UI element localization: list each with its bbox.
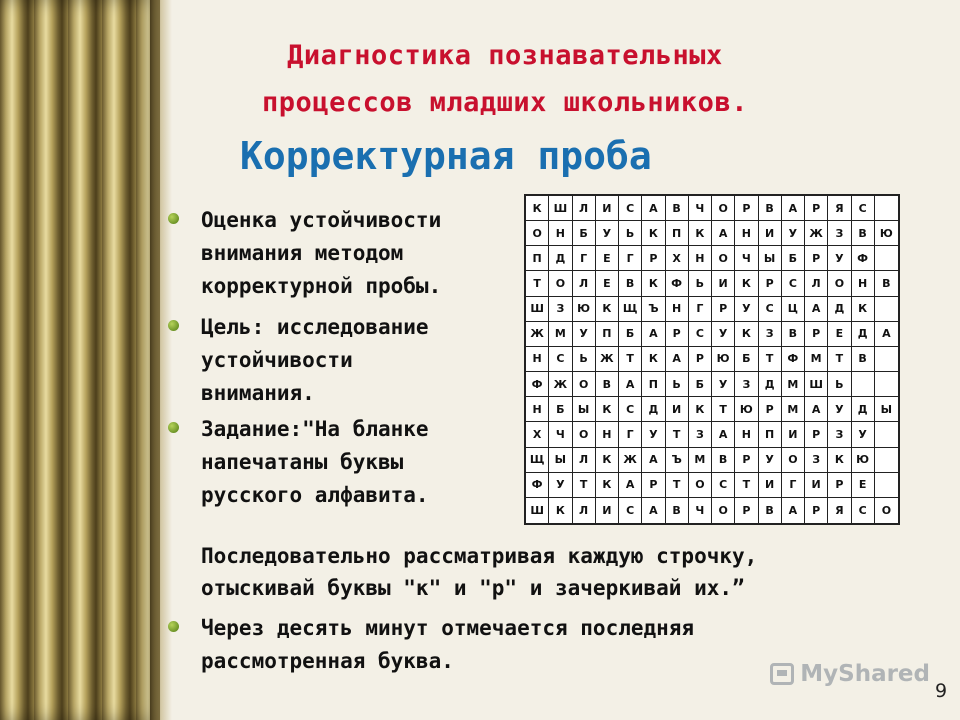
page-number: 9 [935, 680, 948, 702]
grid-cell [875, 297, 898, 322]
grid-cell: Р [805, 196, 828, 221]
grid-cell: З [689, 422, 712, 447]
grid-cell: С [619, 498, 642, 523]
grid-cell: Р [805, 246, 828, 271]
grid-cell [875, 246, 898, 271]
grid-cell: Ъ [642, 297, 665, 322]
grid-cell: Ж [619, 448, 642, 473]
bullet-text: Оценка устойчивости внимания методом корректурной пробы. [201, 208, 442, 298]
grid-cell: Н [735, 422, 758, 447]
grid-cell: А [642, 196, 665, 221]
grid-cell: А [712, 221, 735, 246]
grid-cell: Л [573, 271, 596, 296]
grid-cell: Ш [526, 297, 549, 322]
grid-cell: О [881, 503, 892, 517]
grid-cell: Н [852, 271, 875, 296]
grid-cell: З [805, 448, 828, 473]
grid-cell: Б [735, 347, 758, 372]
grid-cell [875, 372, 898, 397]
grid-cell: К [828, 448, 851, 473]
bullet-dot-icon [168, 213, 179, 224]
grid-cell: Н [526, 397, 549, 422]
grid-cell: З [828, 221, 851, 246]
grid-cell: Ч [735, 246, 758, 271]
grid-cell: Ю [875, 221, 898, 246]
grid-cell: У [852, 422, 875, 447]
grid-cell: К [689, 397, 712, 422]
grid-cell: Д [852, 322, 875, 347]
grid-cell: У [549, 473, 572, 498]
grid-cell: У [735, 297, 758, 322]
grid-cell: К [735, 271, 758, 296]
grid-cell: Г [619, 246, 642, 271]
grid-cell: М [805, 347, 828, 372]
grid-cell: И [805, 473, 828, 498]
grid-cell: И [596, 498, 619, 523]
grid-cell: К [549, 498, 572, 523]
grid-cell: Ц [782, 297, 805, 322]
grid-cell: В [666, 498, 689, 523]
grid-cell: О [689, 473, 712, 498]
watermark-logo [770, 656, 930, 692]
grid-cell: Ш [549, 196, 572, 221]
grid-cell: Р [642, 246, 665, 271]
bullet-text: Цель: исследование устойчивости внимания. [201, 315, 429, 405]
grid-cell: Ю [712, 347, 735, 372]
grid-cell [875, 448, 898, 473]
grid-cell: А [642, 498, 665, 523]
grid-cell: А [666, 347, 689, 372]
grid-cell: И [759, 473, 782, 498]
grid-cell: Ю [573, 297, 596, 322]
grid-cell: Т [666, 473, 689, 498]
grid-cell: В [619, 271, 642, 296]
grid-cell: Н [689, 246, 712, 271]
grid-cell: У [712, 372, 735, 397]
grid-cell: М [782, 372, 805, 397]
grid-cell: Ф [852, 246, 875, 271]
grid-cell: Р [828, 473, 851, 498]
grid-cell: З [549, 297, 572, 322]
grid-cell: У [828, 397, 851, 422]
grid-cell: Н [735, 221, 758, 246]
grid-cell: Ы [573, 397, 596, 422]
grid-cell: Ш [526, 498, 549, 523]
grid-cell: А [619, 473, 642, 498]
grid-cell: И [759, 221, 782, 246]
bullet-dot-icon [168, 422, 179, 433]
correction-test-letter-grid [524, 194, 900, 525]
grid-cell: Б [619, 322, 642, 347]
grid-cell: О [573, 372, 596, 397]
grid-cell: Б [573, 221, 596, 246]
grid-cell: Р [805, 498, 828, 523]
grid-cell: К [596, 448, 619, 473]
grid-cell: У [782, 221, 805, 246]
grid-cell: У [642, 422, 665, 447]
grid-cell: В [852, 347, 875, 372]
grid-cell: А [805, 297, 828, 322]
grid-cell: С [712, 473, 735, 498]
grid-cell: П [596, 322, 619, 347]
grid-cell: Д [549, 246, 572, 271]
grid-cell: Е [852, 473, 875, 498]
grid-cell: Ь [689, 271, 712, 296]
grid-cell: Х [666, 246, 689, 271]
grid-cell: В [712, 448, 735, 473]
grid-cell [852, 372, 875, 397]
task-instruction: Последовательно рассматривая каждую строчку, отыскивай буквы "к" и "р" и зачеркивай их.” [201, 544, 758, 600]
grid-cell: Ф [782, 347, 805, 372]
grid-cell: З [828, 422, 851, 447]
grid-cell: Д [852, 397, 875, 422]
grid-cell: А [642, 322, 665, 347]
grid-cell: Е [828, 322, 851, 347]
grid-cell: Ф [526, 372, 549, 397]
bullet-text: Через десять минут отмечается последняя рассмотренная буква. [201, 616, 695, 673]
grid-cell: К [642, 271, 665, 296]
bullet-dot-icon [168, 320, 179, 331]
grid-cell: В [759, 498, 782, 523]
grid-cell: К [596, 473, 619, 498]
grid-cell: К [735, 322, 758, 347]
grid-cell: З [735, 372, 758, 397]
grid-cell: Я [828, 498, 851, 523]
grid-cell: Р [759, 397, 782, 422]
grid-cell: К [526, 196, 549, 221]
grid-cell: М [782, 397, 805, 422]
grid-cell: М [689, 448, 712, 473]
grid-cell: Ю [735, 397, 758, 422]
grid-cell: А [782, 498, 805, 523]
grid-cell: О [712, 246, 735, 271]
grid-cell: М [549, 322, 572, 347]
grid-cell: К [596, 297, 619, 322]
grid-cell: Д [642, 397, 665, 422]
grid-cell: Е [596, 246, 619, 271]
grid-cell: Б [689, 372, 712, 397]
grid-cell: Ф [666, 271, 689, 296]
grid-cell: И [782, 422, 805, 447]
grid-cell: С [852, 498, 875, 523]
grid-cell: У [759, 448, 782, 473]
grid-cell: Л [573, 448, 596, 473]
grid-cell: Х [526, 422, 549, 447]
grid-cell: Т [573, 473, 596, 498]
grid-cell: Г [573, 246, 596, 271]
grid-cell: Е [596, 271, 619, 296]
grid-cell: Д [828, 297, 851, 322]
grid-cell: И [596, 196, 619, 221]
grid-cell: Ю [852, 448, 875, 473]
grid-cell: З [759, 322, 782, 347]
grid-cell: Г [689, 297, 712, 322]
grid-cell: П [759, 422, 782, 447]
grid-cell: Т [759, 347, 782, 372]
grid-cell: Ь [619, 221, 642, 246]
grid-cell: В [782, 322, 805, 347]
grid-cell: В [852, 221, 875, 246]
grid-cell: Г [782, 473, 805, 498]
grid-cell: О [526, 221, 549, 246]
grid-cell: Ч [689, 498, 712, 523]
grid-cell: Т [828, 347, 851, 372]
grid-cell: Ж [526, 322, 549, 347]
grid-cell: О [712, 196, 735, 221]
grid-cell: Б [782, 246, 805, 271]
grid-cell: Ч [689, 196, 712, 221]
grid-cell: У [712, 322, 735, 347]
grid-cell: И [666, 397, 689, 422]
grid-cell: С [619, 397, 642, 422]
grid-cell: С [852, 196, 875, 221]
grid-cell: Л [805, 271, 828, 296]
grid-cell: Ь [828, 372, 851, 397]
grid-cell [875, 347, 898, 372]
grid-cell: Ж [805, 221, 828, 246]
grid-cell: С [782, 271, 805, 296]
grid-cell: О [549, 271, 572, 296]
grid-cell: Ы [549, 448, 572, 473]
grid-cell: Р [735, 448, 758, 473]
grid-cell: К [689, 221, 712, 246]
grid-cell: А [642, 448, 665, 473]
grid-cell: Ь [573, 347, 596, 372]
grid-cell: Р [735, 196, 758, 221]
bullet-text: Задание:"На бланке напечатаны буквы русского алфавита. [201, 417, 429, 507]
grid-cell: С [549, 347, 572, 372]
grid-cell: Б [549, 397, 572, 422]
grid-cell: Ф [526, 473, 549, 498]
grid-cell: Р [642, 473, 665, 498]
grid-cell [875, 473, 898, 498]
grid-cell: О [828, 271, 851, 296]
grid-cell: Щ [619, 297, 642, 322]
grid-cell: К [852, 297, 875, 322]
grid-cell: Р [759, 271, 782, 296]
grid-cell: Т [619, 347, 642, 372]
grid-cell: О [573, 422, 596, 447]
grid-cell: Р [712, 297, 735, 322]
grid-cell: П [642, 372, 665, 397]
grid-cell: У [596, 221, 619, 246]
grid-cell: Ж [549, 372, 572, 397]
grid-cell: Г [619, 422, 642, 447]
grid-cell: Т [712, 397, 735, 422]
watermark-text: MyShared [800, 661, 930, 687]
grid-cell: С [619, 196, 642, 221]
grid-cell: У [828, 246, 851, 271]
grid-cell: В [596, 372, 619, 397]
grid-cell: О [782, 448, 805, 473]
grid-cell: Р [805, 322, 828, 347]
grid-cell: В [666, 196, 689, 221]
grid-cell: С [689, 322, 712, 347]
grid-cell: К [642, 347, 665, 372]
grid-cell: Л [573, 196, 596, 221]
grid-cell: У [573, 322, 596, 347]
presentation-icon [770, 663, 794, 685]
grid-cell: Р [666, 322, 689, 347]
grid-cell: Р [735, 498, 758, 523]
grid-cell: А [619, 372, 642, 397]
grid-cell: К [596, 397, 619, 422]
grid-cell: Т [526, 271, 549, 296]
grid-cell: В [759, 196, 782, 221]
grid-cell: Н [526, 347, 549, 372]
grid-cell: Щ [526, 448, 549, 473]
slide-subtitle: Корректурная проба [240, 134, 652, 178]
grid-cell: Я [828, 196, 851, 221]
grid-cell: О [712, 498, 735, 523]
slide-title-line2: процессов младших школьников. [262, 87, 748, 118]
grid-cell: Т [666, 422, 689, 447]
slide-title-line1: Диагностика познавательных [287, 40, 723, 71]
grid-cell: П [666, 221, 689, 246]
grid-cell: П [526, 246, 549, 271]
grid-cell: Л [573, 498, 596, 523]
grid-cell: Ь [666, 372, 689, 397]
grid-cell: Ъ [666, 448, 689, 473]
grid-cell: Ш [805, 372, 828, 397]
grid-cell: Р [805, 422, 828, 447]
grid-cell: Ы [759, 246, 782, 271]
grid-cell [875, 196, 898, 221]
grid-cell: Ч [549, 422, 572, 447]
grid-cell: К [642, 221, 665, 246]
grid-cell: Ж [596, 347, 619, 372]
bullet-dot-icon [168, 621, 179, 632]
grid-cell: С [759, 297, 782, 322]
grid-cell: Н [596, 422, 619, 447]
grid-cell [875, 422, 898, 447]
grid-cell: А [782, 196, 805, 221]
grid-cell: Н [549, 221, 572, 246]
grid-cell: В [875, 271, 898, 296]
grid-cell: Н [666, 297, 689, 322]
grid-cell: Ы [875, 397, 898, 422]
grid-cell: Д [759, 372, 782, 397]
grid-cell: Т [735, 473, 758, 498]
grid-cell: А [805, 397, 828, 422]
grid-cell: А [875, 322, 898, 347]
grid-cell: И [712, 271, 735, 296]
grid-cell: А [712, 422, 735, 447]
grid-cell: Р [689, 347, 712, 372]
